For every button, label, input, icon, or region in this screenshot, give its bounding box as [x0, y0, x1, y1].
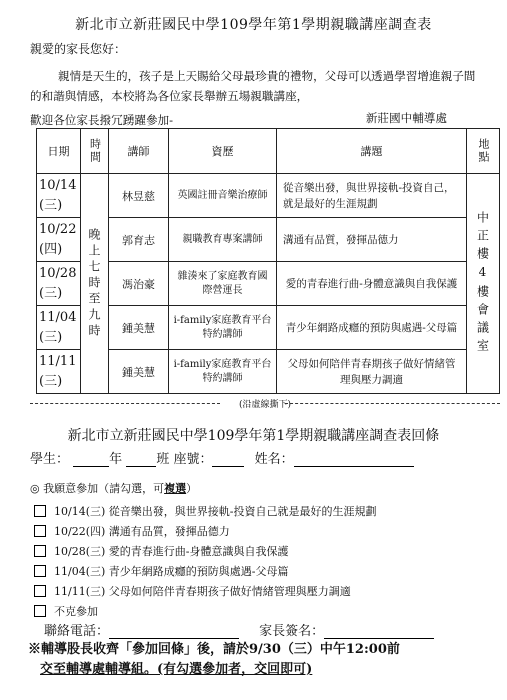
participation-prompt: [30, 480, 197, 496]
option-label: 10/28(三) 愛的青春進行曲-身體意識與自我保護: [54, 545, 289, 558]
parent-sign-label: 家長簽名：: [259, 624, 325, 639]
intro-invitation: 歡迎各位家長撥冗踴躍參加-: [30, 113, 174, 127]
date-cell: 10/14 (三): [37, 174, 81, 218]
table-row: [37, 174, 500, 218]
name-field[interactable]: [294, 452, 414, 467]
class-label: 班: [156, 452, 170, 467]
bio-cell: i-family家庭教育平台特約講師: [169, 350, 277, 394]
reply-title: 新北市立新莊國民中學109學年第1學期親職講座調查表回條: [67, 428, 440, 444]
notice-line-2: 交至輔導處輔導組。(有勾選參加者，交回即可): [40, 662, 313, 677]
checkbox[interactable]: [34, 505, 46, 517]
option-label: 11/11(三) 父母如何陪伴青春期孩子做好情緒管理與壓力調適: [54, 585, 351, 598]
notice: [28, 640, 498, 680]
speaker-cell: 林昱慈: [109, 174, 169, 218]
greeting: 親愛的家長您好：: [30, 42, 127, 56]
topic-cell: 溝通有品質，發揮品德力: [277, 218, 467, 262]
topic-cell: 父母如何陪伴青春期孩子做好情緒管理與壓力調適: [277, 350, 467, 394]
bio-cell: i-family家庭教育平台特約講師: [169, 306, 277, 350]
header-speaker: 講師: [109, 129, 169, 174]
option-item[interactable]: [34, 603, 98, 619]
cut-line: [30, 397, 500, 410]
header-location: 地點: [467, 129, 500, 174]
name-label: 姓名：: [254, 452, 294, 467]
option-label: 10/14(三) 從音樂出發，與世界接軌-投資自己就是最好的生涯規劃: [54, 505, 377, 518]
cut-label: (沿虛線撕下): [235, 400, 295, 410]
header-topic: 講題: [277, 129, 467, 174]
speaker-cell: 鍾美慧: [109, 306, 169, 350]
checkbox[interactable]: [34, 605, 46, 617]
header-bio: 資歷: [169, 129, 277, 174]
option-label: 10/22(四) 溝通有品質，發揮品德力: [54, 525, 230, 538]
option-item[interactable]: [34, 583, 351, 599]
bio-cell: 親職教育專案講師: [169, 218, 277, 262]
table-header-row: [37, 129, 500, 174]
checkbox[interactable]: [34, 525, 46, 537]
option-item[interactable]: [34, 523, 230, 539]
grade-label: 年: [109, 452, 123, 467]
option-item[interactable]: [34, 503, 377, 519]
topic-cell: 從音樂出發，與世界接軌-投資自己，就是最好的生涯規劃: [277, 174, 467, 218]
seat-label: 座號：: [173, 452, 213, 467]
checkbox[interactable]: [34, 565, 46, 577]
signature: 新莊國中輔導處: [365, 111, 447, 125]
speaker-cell: 郭育志: [109, 218, 169, 262]
contact-row: [44, 620, 434, 639]
parent-sign-field[interactable]: [324, 624, 434, 639]
option-label: 11/04(三) 青少年網路成癮的預防與處遇-父母篇: [54, 565, 289, 578]
phone-label: 聯絡電話：: [44, 624, 110, 639]
checkbox[interactable]: [34, 545, 46, 557]
header-date: 日期: [37, 129, 81, 174]
bio-cell: 雜湊來了家庭教育國際營運長: [169, 262, 277, 306]
topic-cell: 青少年網路成癮的預防與處遇-父母篇: [277, 306, 467, 350]
page-title: 新北市立新莊國民中學109學年第1學期親職講座調查表: [75, 17, 432, 33]
cut-dash-left: [30, 403, 220, 404]
speaker-cell: 鍾美慧: [109, 350, 169, 394]
student-info: [30, 448, 414, 467]
bio-cell: 英國註冊音樂治療師: [169, 174, 277, 218]
grade-field[interactable]: [73, 452, 109, 467]
time-cell: 晚上七時至九時: [81, 174, 109, 394]
notice-line-1: ※輔導股長收齊「參加回條」後，請於9/30（三）中午12:00前: [28, 642, 400, 657]
date-cell: 11/04 (三): [37, 306, 81, 350]
checkbox[interactable]: [34, 585, 46, 597]
class-field[interactable]: [126, 452, 156, 467]
phone-field[interactable]: [109, 624, 239, 639]
topic-cell: 愛的青春進行曲-身體意識與自我保護: [277, 262, 467, 306]
seat-field[interactable]: [212, 452, 244, 467]
wish-text: ◎ 我願意參加（請勾選，可: [30, 482, 165, 495]
cut-dash-right: [285, 403, 500, 404]
date-cell: 11/11 (三): [37, 350, 81, 394]
option-label: 不克參加: [54, 605, 98, 618]
intro-paragraph: 親情是天生的，孩子是上天賜給父母最珍貴的禮物，父母可以透過學習增進親子間的和諧與情感，本校將為各位家長舉辦五場親職講座，: [30, 69, 476, 103]
wish-multi: 複選: [164, 482, 187, 495]
option-item[interactable]: [34, 543, 289, 559]
date-cell: 10/28 (三): [37, 262, 81, 306]
speaker-cell: 馮治豪: [109, 262, 169, 306]
date-cell: 10/22 (四): [37, 218, 81, 262]
location-cell: 中正樓4樓會議室: [467, 174, 500, 394]
wish-close: ）: [186, 482, 198, 495]
student-label: 學生：: [30, 452, 70, 467]
option-item[interactable]: [34, 563, 289, 579]
header-time: 時間: [81, 129, 109, 174]
schedule-table: [36, 128, 500, 394]
